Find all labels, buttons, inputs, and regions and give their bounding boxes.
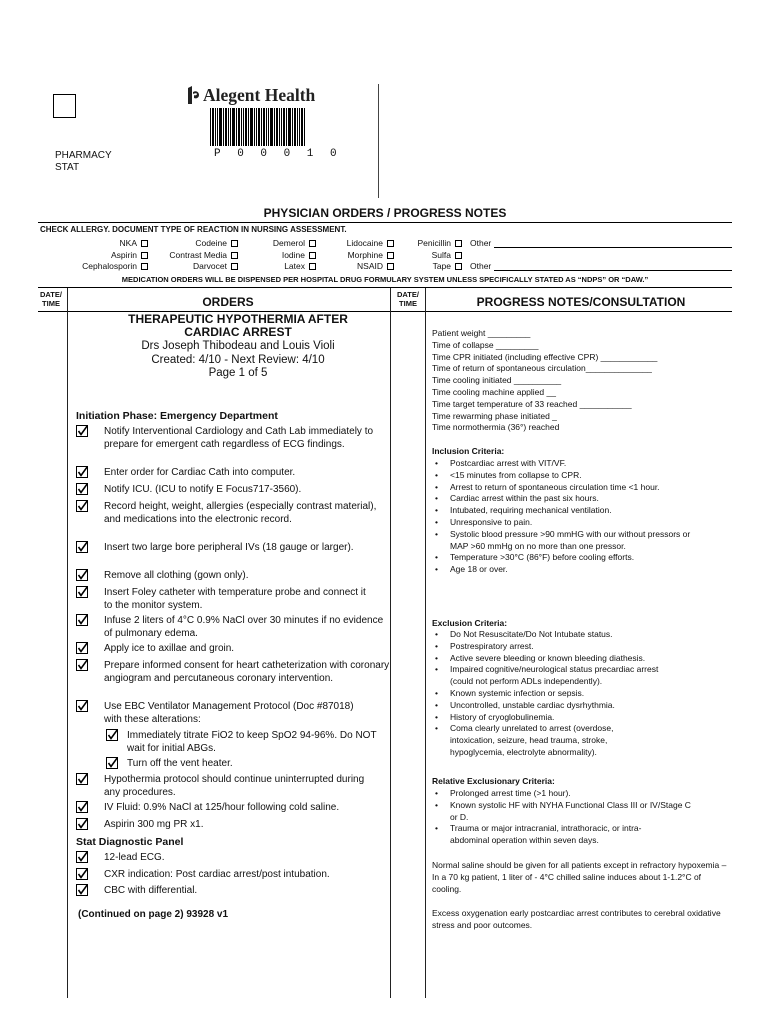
list-item: • <15 minutes from collapse to CPR. bbox=[432, 470, 732, 482]
time-target-temp-field[interactable]: Time target temperature of 33 reached ___________ bbox=[432, 398, 632, 409]
checked-box-icon[interactable] bbox=[106, 729, 118, 741]
allergy-checkbox[interactable] bbox=[387, 240, 394, 247]
checked-box-icon[interactable] bbox=[106, 757, 118, 769]
allergy-column-5 bbox=[400, 238, 462, 273]
medication-notice: MEDICATION ORDERS WILL BE DISPENSED PER HOSPITAL DRUG FORMULARY SYSTEM UNLESS SPECIFICALLY STATED AS “NDPS” OR “DAW.” bbox=[121, 275, 649, 284]
allergy-darvocet[interactable]: Darvocet bbox=[150, 261, 238, 273]
allergy-codeine[interactable]: Codeine bbox=[150, 238, 238, 250]
exclusion-criteria bbox=[432, 618, 732, 759]
time-rewarming-field[interactable]: Time rewarming phase initiated _ bbox=[432, 410, 557, 421]
tracking-fields bbox=[432, 328, 732, 434]
time-cooling-machine-field[interactable]: Time cooling machine applied __ bbox=[432, 386, 556, 397]
order-item: Hypothermia protocol should continue uninterrupted during any procedures. bbox=[104, 774, 365, 798]
list-item: • Cardiac arrest within the past six hours. bbox=[432, 493, 732, 505]
order-item: Enter order for Cardiac Cath into computer. bbox=[104, 467, 296, 478]
checked-box-icon[interactable] bbox=[76, 466, 88, 478]
protocol-title: THERAPEUTIC HYPOTHERMIA AFTER CARDIAC ARREST bbox=[128, 312, 348, 339]
list-item: • Age 18 or over. bbox=[432, 564, 732, 576]
allergy-checkbox[interactable] bbox=[387, 263, 394, 270]
list-item: • Unresponsive to pain. bbox=[432, 517, 732, 529]
checked-box-icon[interactable] bbox=[76, 500, 88, 512]
list-item: • Prolonged arrest time (>1 hour). bbox=[432, 788, 732, 800]
list-item: • Uncontrolled, unstable cardiac dysrhythmia. bbox=[432, 700, 732, 712]
allergy-checkbox[interactable] bbox=[387, 252, 394, 259]
allergy-instruction: CHECK ALLERGY. DOCUMENT TYPE OF REACTION IN NURSING ASSESSMENT. bbox=[40, 225, 347, 234]
oxygenation-note: Excess oxygenation early postcardiac arrest contributes to cerebral oxidative stress and poor outcomes. bbox=[432, 908, 721, 930]
stat-order-item: 12-lead ECG. bbox=[104, 852, 165, 863]
order-item: Aspirin 300 mg PR x1. bbox=[104, 819, 204, 830]
relative-exclusion-criteria bbox=[432, 776, 732, 847]
exclusion-heading: Exclusion Criteria: bbox=[432, 618, 508, 628]
allergy-nka[interactable]: NKA bbox=[60, 238, 148, 250]
relative-exclusion-heading: Relative Exclusionary Criteria: bbox=[432, 776, 555, 786]
corner-checkbox bbox=[53, 94, 76, 118]
checked-box-icon[interactable] bbox=[76, 659, 88, 671]
allergy-morphine[interactable]: Morphine bbox=[318, 250, 394, 262]
list-item: • Arrest to return of spontaneous circulation time <1 hour. bbox=[432, 482, 662, 494]
checked-box-icon[interactable] bbox=[76, 541, 88, 553]
list-item: • Trauma or major intracranial, intrathoracic, or intra-abdominal operation within seven days. bbox=[432, 823, 672, 847]
allergy-checkbox[interactable] bbox=[309, 252, 316, 259]
allergy-lidocaine[interactable]: Lidocaine bbox=[318, 238, 394, 250]
allergy-demerol[interactable]: Demerol bbox=[240, 238, 316, 250]
allergy-latex[interactable]: Latex bbox=[240, 261, 316, 273]
time-cpr-field[interactable]: Time CPR initiated (including effective CPR) ____________ bbox=[432, 351, 658, 362]
allergy-checkbox[interactable] bbox=[231, 252, 238, 259]
page-title: PHYSICIAN ORDERS / PROGRESS NOTES bbox=[263, 206, 507, 220]
inclusion-heading: Inclusion Criteria: bbox=[432, 446, 505, 456]
order-item: Insert Foley catheter with temperature probe and connect it to the monitor system. bbox=[104, 587, 366, 611]
allergy-checkbox[interactable] bbox=[309, 263, 316, 270]
list-item: • Active severe bleeding or known bleeding diathesis. bbox=[432, 653, 732, 665]
list-item: • Temperature >30°C (86°F) before cooling efforts. bbox=[432, 552, 732, 564]
notice-rule bbox=[38, 287, 732, 288]
allergy-contrast-media[interactable]: Contrast Media bbox=[150, 250, 238, 262]
protocol-dates: Created: 4/10 - Next Review: 4/10 bbox=[151, 353, 325, 366]
allergy-checkbox[interactable] bbox=[231, 240, 238, 247]
allergy-other-1[interactable]: Other bbox=[470, 238, 732, 250]
header-divider bbox=[378, 84, 379, 198]
orders-date-time-header: DATE/ TIME bbox=[40, 290, 62, 308]
progress-date-divider bbox=[425, 288, 426, 998]
allergy-checkbox[interactable] bbox=[141, 240, 148, 247]
checked-box-icon[interactable] bbox=[76, 884, 88, 896]
allergy-cephalosporin[interactable]: Cephalosporin bbox=[60, 261, 148, 273]
order-item: Notify Interventional Cardiology and Cath Lab immediately to prepare for emergent cath regardless of ECG findings. bbox=[104, 426, 374, 450]
checked-box-icon[interactable] bbox=[76, 483, 88, 495]
checked-box-icon[interactable] bbox=[76, 425, 88, 437]
title-rule bbox=[38, 222, 732, 223]
checked-box-icon[interactable] bbox=[76, 614, 88, 626]
allergy-sulfa[interactable]: Sulfa bbox=[400, 250, 462, 262]
protocol-info bbox=[108, 340, 368, 381]
allergy-other-2[interactable]: Other bbox=[470, 261, 732, 273]
time-of-collapse-field[interactable]: Time of collapse _________ bbox=[432, 339, 539, 350]
alegent-health-logo bbox=[186, 85, 315, 106]
other-allergy-field[interactable] bbox=[494, 263, 732, 271]
list-item: • Impaired cognitive/neurological status precardiac arrest (could not perform ADLs independently). bbox=[432, 664, 672, 688]
saline-note: Normal saline should be given for all patients except in refractory hypoxemia –In a 70 kg patient, 1 liter of - 4°C chilled saline induces about 1-1.2°C of cooling. bbox=[432, 860, 727, 894]
order-item: Remove all clothing (gown only). bbox=[104, 570, 249, 581]
allergy-checkbox[interactable] bbox=[455, 263, 462, 270]
column-divider bbox=[390, 288, 391, 998]
logo-text: Alegent Health bbox=[203, 85, 316, 105]
progress-column-header: PROGRESS NOTES/CONSULTATION bbox=[476, 295, 686, 309]
allergy-tape[interactable]: Tape bbox=[400, 261, 462, 273]
patient-weight-field[interactable]: Patient weight _________ bbox=[432, 328, 531, 338]
order-item: Turn off the vent heater. bbox=[127, 758, 233, 769]
list-item: • Known systolic HF with NYHA Functional Class III or IV/Stage C or D. bbox=[432, 800, 692, 824]
order-item: Insert two large bore peripheral IVs (18 gauge or larger). bbox=[104, 542, 354, 553]
allergy-penicillin[interactable]: Penicillin bbox=[400, 238, 462, 250]
time-cooling-initiated-field[interactable]: Time cooling initiated __________ bbox=[432, 375, 562, 386]
list-item: • History of cryoglobulinemia. bbox=[432, 712, 732, 724]
logo-mark-icon bbox=[186, 86, 200, 104]
initiation-heading: Initiation Phase: Emergency Department bbox=[76, 410, 278, 422]
allergy-aspirin[interactable]: Aspirin bbox=[60, 250, 148, 262]
protocol-authors: Drs Joseph Thibodeau and Louis Violi bbox=[141, 340, 335, 352]
barcode-image bbox=[210, 108, 305, 146]
checked-box-icon[interactable] bbox=[76, 773, 88, 785]
allergy-column-4 bbox=[318, 238, 394, 273]
pharmacy-stat-label: PHARMACY STAT bbox=[55, 150, 112, 173]
barcode-number: P 0 0 0 1 0 bbox=[214, 148, 342, 160]
list-item: • Known systemic infection or sepsis. bbox=[432, 688, 732, 700]
continued-note: (Continued on page 2) 93928 v1 bbox=[78, 909, 229, 920]
checked-box-icon[interactable] bbox=[76, 801, 88, 813]
allergy-checkbox[interactable] bbox=[455, 252, 462, 259]
time-rosc-field[interactable]: Time of return of spontaneous circulation______________ bbox=[432, 363, 652, 374]
order-item: Notify ICU. (ICU to notify E Focus717-3560). bbox=[104, 484, 302, 495]
order-item: Use EBC Ventilator Management Protocol (Doc #87018) with these alterations: bbox=[104, 701, 354, 725]
allergy-iodine[interactable]: Iodine bbox=[240, 250, 316, 262]
allergy-column-2 bbox=[150, 238, 238, 273]
list-item: • Intubated, requiring mechanical ventilation. bbox=[432, 505, 732, 517]
allergy-column-1 bbox=[60, 238, 148, 273]
stat-order-item: CXR indication: Post cardiac arrest/post intubation. bbox=[104, 869, 330, 880]
order-item: Immediately titrate FiO2 to keep SpO2 94-96%. Do NOT wait for initial ABGs. bbox=[127, 730, 377, 754]
list-item: • Coma clearly unrelated to arrest (overdose, intoxication, seizure, head trauma, stroke, hypoglycemia, electrolyte abnormality). bbox=[432, 723, 657, 758]
checked-box-icon[interactable] bbox=[76, 700, 88, 712]
order-item: IV Fluid: 0.9% NaCl at 125/hour following cold saline. bbox=[104, 802, 340, 813]
checked-box-icon[interactable] bbox=[76, 818, 88, 830]
checked-box-icon[interactable] bbox=[76, 586, 88, 598]
orders-date-divider bbox=[67, 288, 68, 998]
order-item: Record height, weight, allergies (especially contrast material), and medications into the electronic record. bbox=[104, 501, 377, 525]
checked-box-icon[interactable] bbox=[76, 569, 88, 581]
list-item: • Do Not Resuscitate/Do Not Intubate status. bbox=[432, 629, 732, 641]
other-allergy-field[interactable] bbox=[494, 240, 732, 248]
order-item: Infuse 2 liters of 4°C 0.9% NaCl over 30 minutes if no evidence of pulmonary edema. bbox=[104, 615, 384, 639]
allergy-checkbox[interactable] bbox=[309, 240, 316, 247]
order-item: Prepare informed consent for heart catheterization with coronary angiogram and percutaneous coronary intervention. bbox=[104, 660, 390, 684]
allergy-checkbox[interactable] bbox=[141, 263, 148, 270]
stat-panel-heading: Stat Diagnostic Panel bbox=[76, 836, 184, 848]
allergy-checkbox[interactable] bbox=[455, 240, 462, 247]
allergy-column-3 bbox=[240, 238, 316, 273]
orders-column-header: ORDERS bbox=[202, 295, 254, 309]
allergy-nsaid[interactable]: NSAID bbox=[318, 261, 394, 273]
list-item: • Postrespiratory arrest. bbox=[432, 641, 732, 653]
list-item: • Postcardiac arrest with VIT/VF. bbox=[432, 458, 732, 470]
progress-date-time-header: DATE/ TIME bbox=[397, 290, 419, 308]
order-item: Apply ice to axillae and groin. bbox=[104, 643, 235, 654]
list-item: • Systolic blood pressure >90 mmHG with our without pressors or MAP >60 mmHg on no more than one pressor. bbox=[432, 529, 697, 553]
time-normothermia-field[interactable]: Time normothermia (36°) reached bbox=[432, 422, 560, 433]
inclusion-criteria bbox=[432, 446, 732, 576]
protocol-page: Page 1 of 5 bbox=[208, 367, 268, 379]
checked-box-icon[interactable] bbox=[76, 642, 88, 654]
stat-order-item: CBC with differential. bbox=[104, 885, 198, 896]
allergy-checkbox[interactable] bbox=[231, 263, 238, 270]
allergy-checkbox[interactable] bbox=[141, 252, 148, 259]
checked-box-icon[interactable] bbox=[76, 851, 88, 863]
checked-box-icon[interactable] bbox=[76, 868, 88, 880]
